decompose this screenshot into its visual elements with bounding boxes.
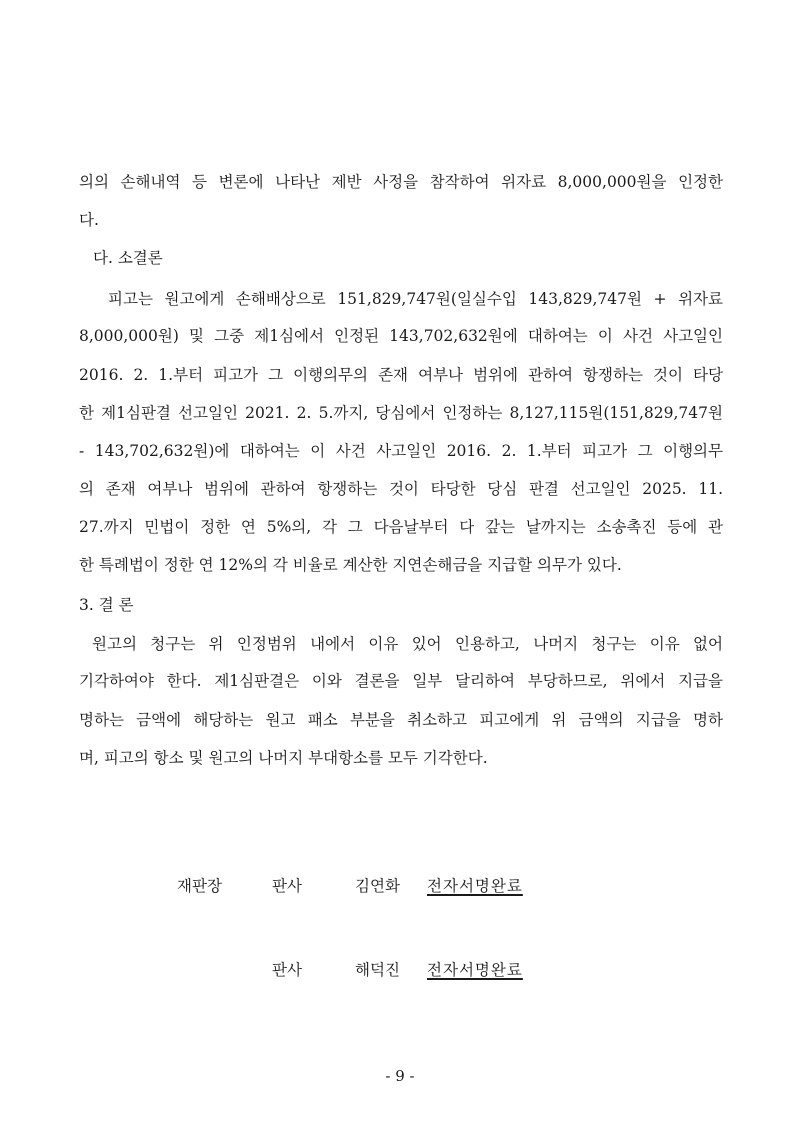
paragraph-line: 의의 손해내역 등 변론에 나타난 제반 사정을 참작하여 위자료 8,000,000원을 인정한: [79, 173, 723, 191]
paragraph-line: 다.: [79, 211, 99, 229]
paragraph-line: 한 특례법이 정한 연 12%의 각 비율로 계산한 지연손해금을 지급할 의무가 있다.: [79, 556, 622, 574]
paragraph-line: 명하는 금액에 해당하는 원고 패소 부분을 취소하고 피고에게 위 금액의 지급을 명하: [79, 711, 723, 729]
signature-title: 재판장: [177, 877, 222, 895]
page-number: - 9 -: [385, 1067, 415, 1085]
paragraph-line: 피고는 원고에게 손해배상으로 151,829,747원(일실수입 143,829,747원 + 위자료: [108, 290, 723, 308]
paragraph-line: 원고의 청구는 위 인정범위 내에서 이유 있어 인용하고, 나머지 청구는 이유 없어: [92, 635, 723, 653]
e-signature-status: 전자서명완료: [427, 961, 523, 979]
signature-row-presiding: [0, 876, 800, 896]
signature-name: 해덕진: [355, 961, 400, 979]
section-heading: 3. 결 론: [79, 596, 134, 614]
paragraph-line: 한 제1심판결 선고일인 2021. 2. 5.까지, 당심에서 인정하는 8,127,115원(151,829,747원: [79, 404, 723, 422]
paragraph-line: - 143,702,632원)에 대하여는 이 사건 사고일인 2016. 2. 1.부터 피고가 그 이행의무: [79, 442, 723, 460]
paragraph-line: 의 존재 여부나 범위에 관하여 항쟁하는 것이 타당한 당심 판결 선고일인 2025. 11.: [79, 480, 723, 498]
section-heading: 다. 소결론: [93, 249, 163, 267]
signature-role: 판사: [272, 877, 302, 895]
e-signature-status: 전자서명완료: [427, 877, 523, 895]
signature-row-judge: [0, 960, 800, 980]
paragraph-line: 27.까지 민법이 정한 연 5%의, 각 그 다음날부터 다 갚는 날까지는 소송촉진 등에 관: [79, 518, 723, 536]
signature-role: 판사: [272, 961, 302, 979]
paragraph-line: 며, 피고의 항소 및 원고의 나머지 부대항소를 모두 기각한다.: [79, 749, 488, 767]
paragraph-line: 기각하여야 한다. 제1심판결은 이와 결론을 일부 달리하여 부당하므로, 위에서 지급을: [79, 672, 723, 690]
paragraph-line: 2016. 2. 1.부터 피고가 그 이행의무의 존재 여부나 범위에 관하여 항쟁하는 것이 타당: [79, 366, 723, 384]
signature-name: 김연화: [355, 877, 400, 895]
paragraph-line: 8,000,000원) 및 그중 제1심에서 인정된 143,702,632원에 대하여는 이 사건 사고일인: [79, 327, 723, 345]
